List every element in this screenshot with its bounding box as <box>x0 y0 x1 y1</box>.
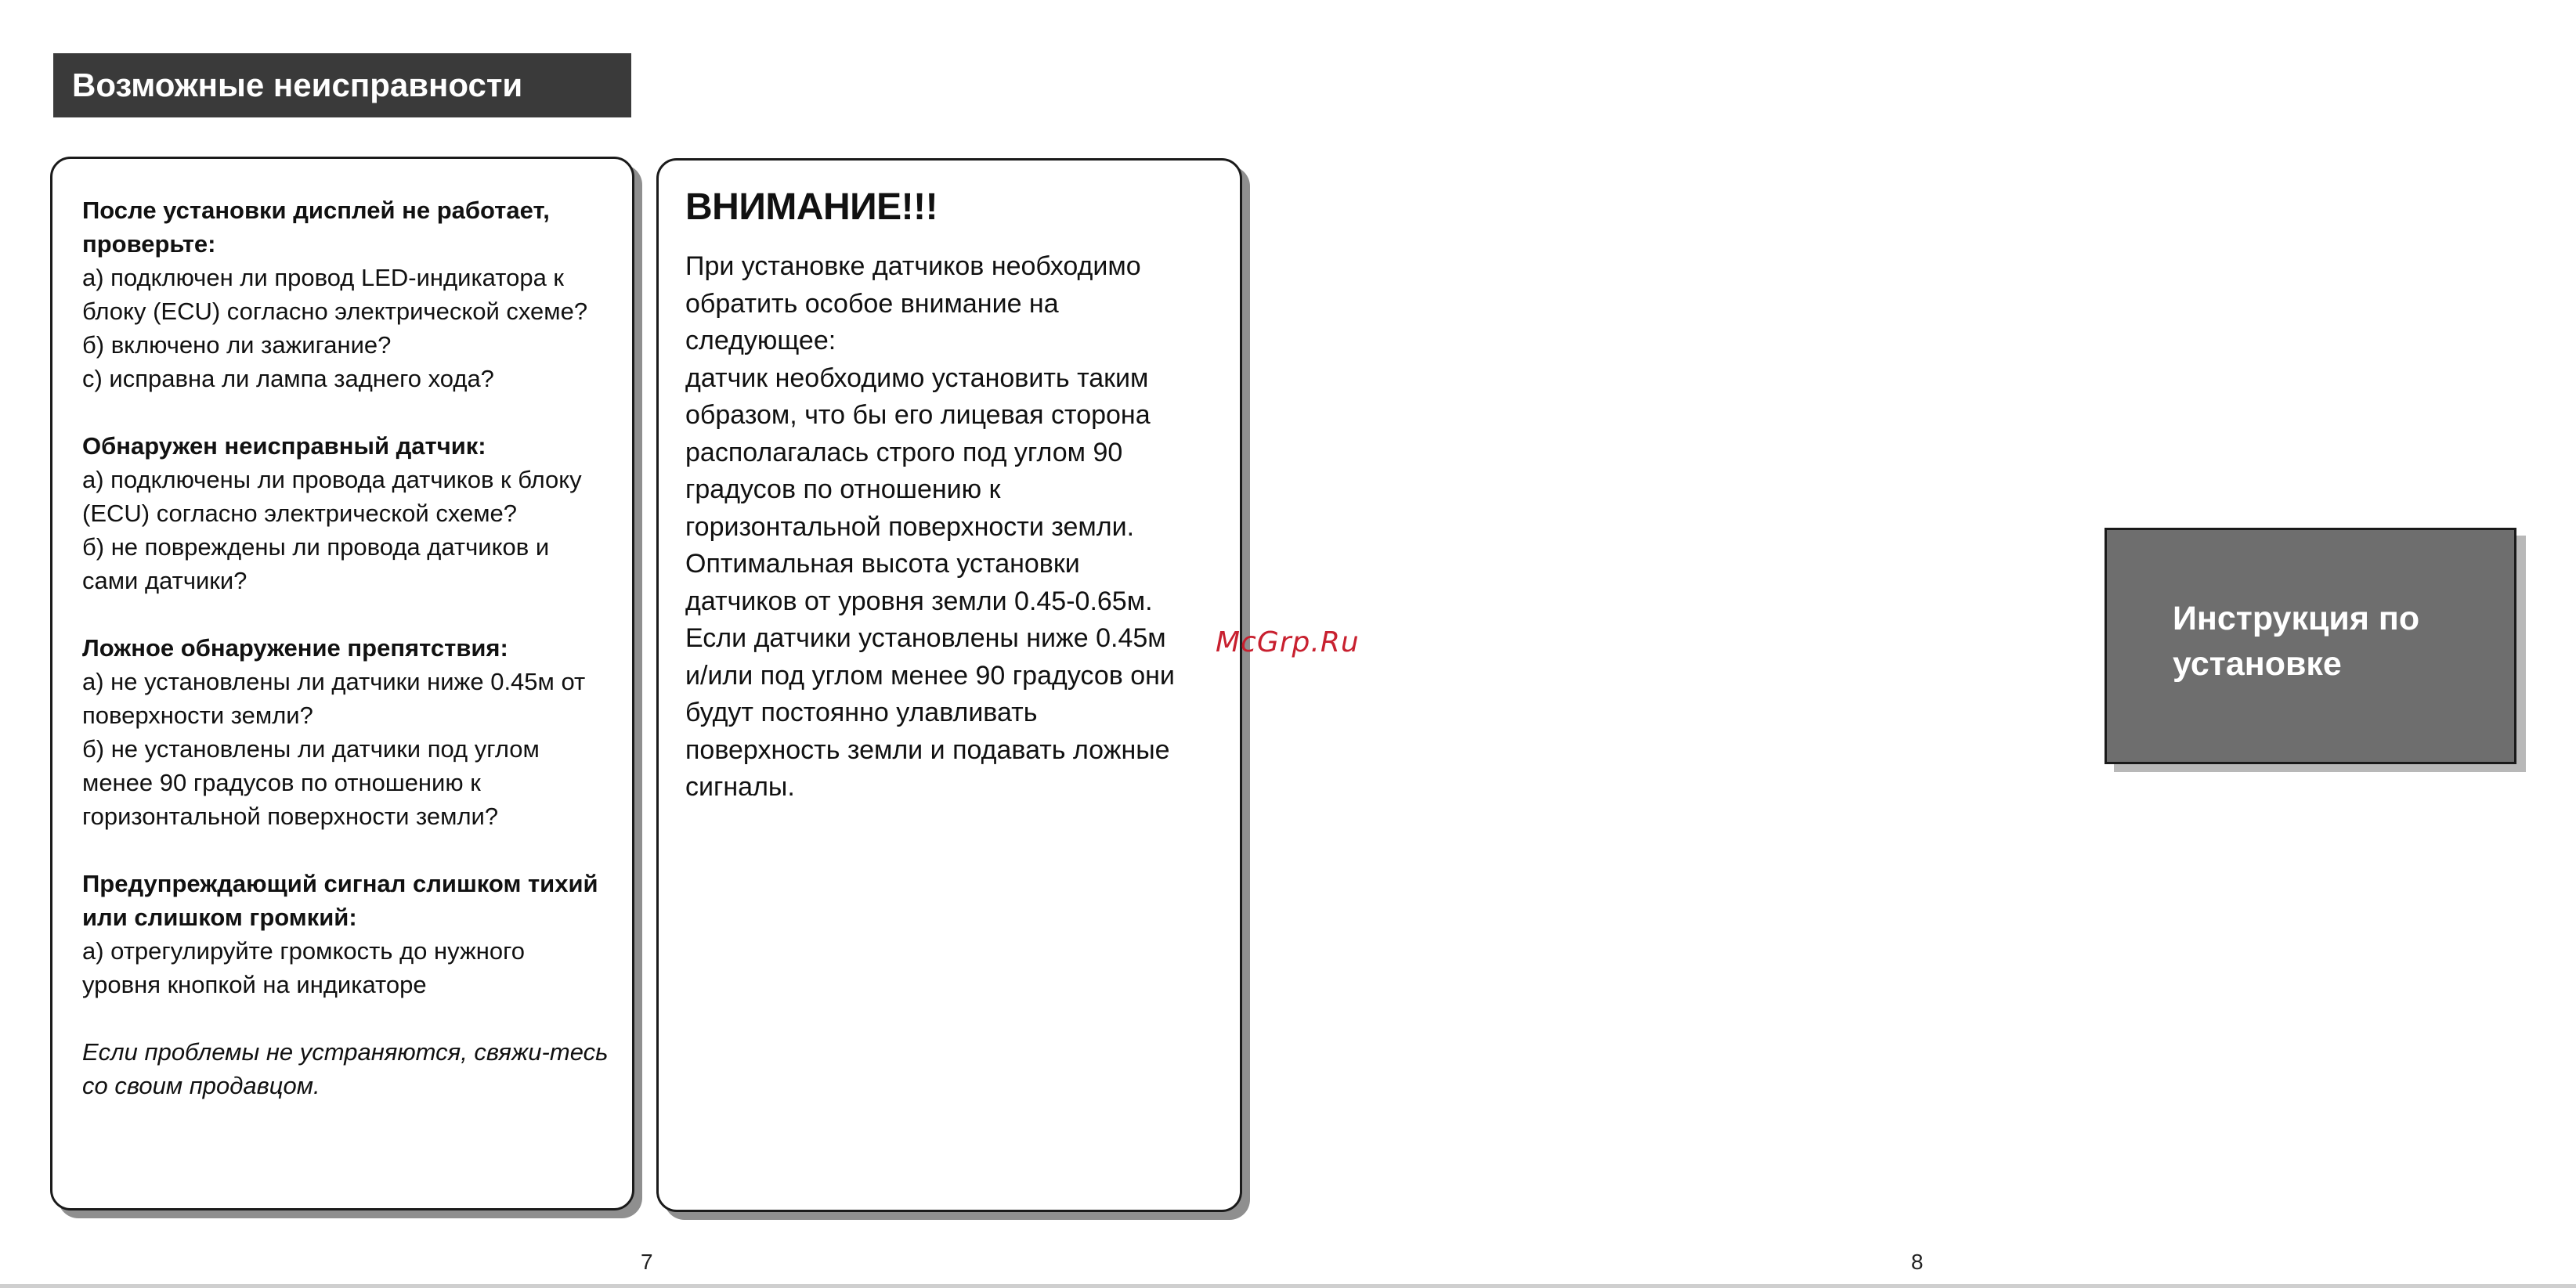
attention-line: будут постоянно улавливать <box>685 698 1038 727</box>
page-number-right: 8 <box>1911 1250 1924 1274</box>
faq-list <box>82 193 609 1102</box>
faq-item-volume <box>82 867 609 1001</box>
cover-title: Инструкция по установке <box>2173 600 2420 683</box>
installation-cover-box <box>2105 528 2516 764</box>
attention-line: датчиков от уровня земли 0.45-0.65м. <box>685 586 1153 616</box>
faq-question: Обнаружен неисправный датчик: <box>82 432 486 460</box>
attention-line: датчик необходимо установить таким <box>685 363 1149 393</box>
contact-seller-note: Если проблемы не устраняются, свяжи-тесь со своим продавцом. <box>82 1038 609 1099</box>
faq-answer: б) включено ли зажигание? <box>82 331 392 359</box>
faq-item-false-detection <box>82 631 609 833</box>
faq-question: После установки дисплей не работает, проверьте: <box>82 197 550 258</box>
faq-item-faulty-sensor <box>82 429 609 597</box>
section-title: Возможные неисправности <box>53 53 631 117</box>
attention-line: При установке датчиков необходимо <box>685 251 1141 281</box>
troubleshooting-panel <box>50 157 634 1210</box>
attention-line: располагалась строго под углом 90 <box>685 437 1123 467</box>
attention-body <box>685 248 1224 806</box>
watermark: McGrp.Ru <box>1216 626 1360 658</box>
faq-question: Предупреждающий сигнал слишком тихий или слишком громкий: <box>82 870 598 931</box>
bottom-divider <box>0 1284 2576 1288</box>
attention-line: градусов по отношению к <box>685 474 1001 504</box>
page-number-left: 7 <box>641 1250 653 1274</box>
faq-item-display <box>82 193 609 395</box>
attention-line: горизонтальной поверхности земли. <box>685 511 1135 542</box>
attention-line: и/или под углом менее 90 градусов они <box>685 660 1175 691</box>
faq-answer: а) подключены ли провода датчиков к блоку (ECU) согласно электрической схеме? <box>82 466 582 527</box>
attention-line: поверхность земли и подавать ложные <box>685 734 1170 765</box>
attention-line: Если датчики установлены ниже 0.45м <box>685 623 1166 653</box>
attention-line: сигналы. <box>685 772 795 802</box>
faq-answer: б) не установлены ли датчики под углом менее 90 градусов по отношению к горизонтальной поверхности земли? <box>82 735 540 830</box>
faq-answer: а) подключен ли провод LED-индикатора к блоку (ECU) согласно электрической схеме? <box>82 264 588 325</box>
faq-question: Ложное обнаружение препятствия: <box>82 634 508 662</box>
attention-line: Оптимальная высота установки <box>685 549 1080 579</box>
attention-title: ВНИМАНИЕ!!! <box>685 186 938 228</box>
faq-answer: а) не установлены ли датчики ниже 0.45м от поверхности земли? <box>82 668 586 729</box>
attention-line: следующее: <box>685 326 836 355</box>
attention-line: обратить особое внимание на <box>685 288 1059 319</box>
attention-line: образом, что бы его лицевая сторона <box>685 400 1151 430</box>
faq-answer: с) исправна ли лампа заднего хода? <box>82 365 494 392</box>
faq-answer: б) не повреждены ли провода датчиков и сами датчики? <box>82 533 550 594</box>
attention-panel <box>656 158 1242 1212</box>
faq-answer: а) отрегулируйте громкость до нужного уровня кнопкой на индикаторе <box>82 937 525 998</box>
